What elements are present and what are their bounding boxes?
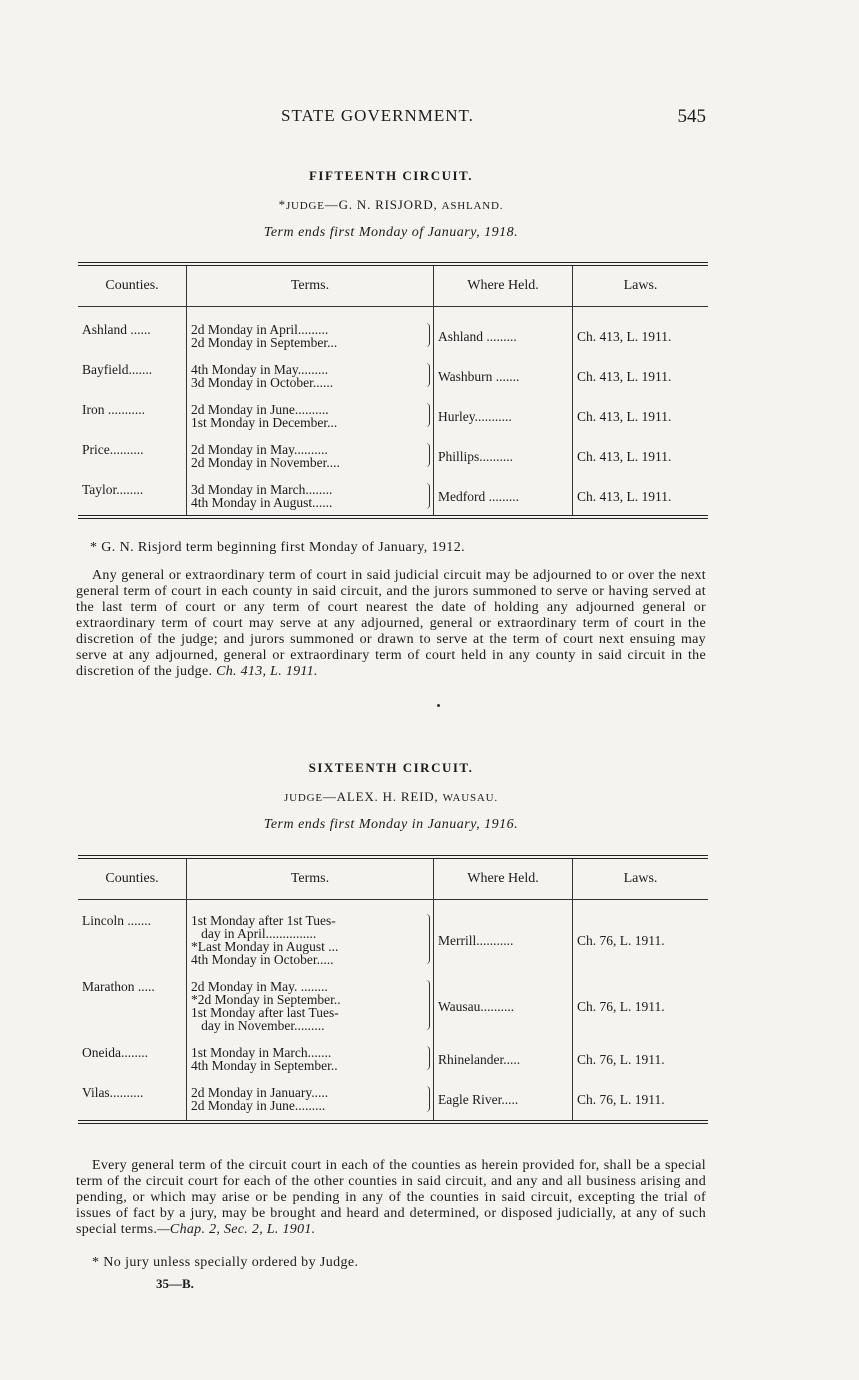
- terms-cell: [187, 391, 434, 431]
- table-bottom-rule: [78, 1120, 708, 1124]
- county-cell: Bayfield.......: [78, 351, 187, 391]
- terms-cell: [187, 431, 434, 471]
- table-row: [78, 471, 708, 515]
- term-line: Term ends first Monday of January, 1918.: [263, 225, 519, 240]
- col-where-held: Where Held.: [434, 266, 573, 307]
- col-terms: Terms.: [187, 859, 434, 900]
- law-cell: Ch. 413, L. 1911.: [577, 328, 672, 344]
- col-laws: Laws.: [573, 859, 709, 900]
- where-cell: Wausau..........: [434, 968, 573, 1034]
- brace-mark: [424, 363, 430, 387]
- terms-cell: [187, 1074, 434, 1120]
- paragraph-citation: Ch. 413, L. 1911.: [216, 664, 318, 679]
- paragraph-citation: —Chap. 2, Sec. 2, L. 1901.: [157, 1222, 316, 1237]
- brace-mark: [424, 1086, 430, 1112]
- table-row: [78, 968, 708, 1034]
- judge-place: WAUSAU.: [442, 792, 498, 804]
- terms-cell: [187, 471, 434, 515]
- law-cell: Ch. 76, L. 1911.: [577, 932, 665, 948]
- circuit16-paragraph: [76, 1158, 706, 1238]
- circuit15-table: [78, 266, 708, 515]
- term-entry: 1st Monday in December...: [191, 415, 338, 430]
- term-line: Term ends first Monday in January, 1916.: [263, 817, 519, 832]
- where-cell: Washburn .......: [434, 351, 573, 391]
- circuit16-table: [78, 859, 708, 1120]
- term-entry: 2d Monday in June..........: [191, 402, 329, 417]
- terms-cell: [187, 351, 434, 391]
- judge-footnote-marker: *: [278, 197, 286, 212]
- col-counties: Counties.: [78, 859, 187, 900]
- term-entry: 2d Monday in May..........: [191, 442, 328, 457]
- col-where-held: Where Held.: [434, 859, 573, 900]
- circuit15-heading: [76, 168, 706, 241]
- brace-mark: [424, 980, 430, 1030]
- judge-line: [76, 789, 706, 805]
- brace-mark: [424, 483, 430, 509]
- where-cell: Eagle River.....: [434, 1074, 573, 1120]
- where-cell: Hurley...........: [434, 391, 573, 431]
- term-entry: 2d Monday in May. ........: [191, 979, 328, 994]
- term-entry: 4th Monday in October.....: [191, 952, 334, 967]
- term-entry: *2d Monday in September..: [191, 992, 341, 1007]
- paragraph-text: Every general term of the circuit court in each of the counties as herein provided for, shall be a special term of the circuit court for each of the other counties in said circuit, and any and all business arising and pending, or which may arise or be pending in any of the counties in said circuit, excepting the trial of issues of fact by a jury, may be brought and heard and determined, or disposed judicially, at any of such special terms.: [76, 1158, 706, 1237]
- term-entry: 2d Monday in April.........: [191, 322, 329, 337]
- law-cell: Ch. 76, L. 1911.: [577, 1091, 665, 1107]
- running-head: [76, 106, 706, 130]
- brace-mark: [424, 443, 430, 467]
- table-row: [78, 900, 708, 969]
- brace-mark: [424, 403, 430, 427]
- term-entry: 4th Monday in August......: [191, 495, 333, 510]
- signature-mark: 35—B.: [156, 1276, 194, 1291]
- where-cell: Phillips..........: [434, 431, 573, 471]
- col-terms: Terms.: [187, 266, 434, 307]
- term-entry: 2d Monday in June.........: [191, 1098, 326, 1113]
- term-entry: day in April...............: [191, 926, 317, 941]
- table-bottom-rule: [78, 515, 708, 519]
- judge-label: JUDGE: [285, 200, 325, 212]
- brace-mark: [424, 914, 430, 964]
- col-laws: Laws.: [573, 266, 709, 307]
- terms-cell: [187, 968, 434, 1034]
- paragraph-text: Any general or extraordinary term of court in said judicial circuit may be adjourned to or over the next general term of court in each county in said circuit, and the jurors summoned to serve or having served at the last term of court or any term of court nearest the date of holding any adjourned general or extraordinary term of court may serve at any adjourned, general or extraordinary term of court in the discretion of the judge; and jurors summoned or drawn to serve at the term of court next ensuing may serve at any adjourned, general or extraordinary term of court held in any county in said circuit in the discretion of the judge.: [76, 568, 706, 679]
- term-entry: 4th Monday in September..: [191, 1058, 338, 1073]
- terms-cell: [187, 900, 434, 969]
- judge-label: JUDGE: [284, 792, 323, 804]
- term-entry: 1st Monday after last Tues-: [191, 1005, 339, 1020]
- table-row: [78, 351, 708, 391]
- table-header-row: [78, 859, 708, 900]
- table-row: [78, 1074, 708, 1120]
- term-entry: 1st Monday in March.......: [191, 1045, 332, 1060]
- term-entry: 2d Monday in January.....: [191, 1085, 329, 1100]
- term-entry: 3d Monday in October......: [191, 375, 334, 390]
- col-counties: Counties.: [78, 266, 187, 307]
- law-cell: Ch. 76, L. 1911.: [577, 1051, 665, 1067]
- circuit16-table-wrap: [78, 855, 708, 1124]
- term-entry: 2d Monday in September...: [191, 335, 338, 350]
- page-number: 545: [677, 106, 706, 127]
- running-title: STATE GOVERNMENT.: [281, 106, 474, 125]
- term-entry: 3d Monday in March........: [191, 482, 333, 497]
- table-row: [78, 431, 708, 471]
- judge-name: —ALEX. H. REID,: [322, 789, 439, 804]
- judge-line: [76, 197, 706, 213]
- where-cell: Merrill...........: [434, 900, 573, 969]
- law-cell: Ch. 76, L. 1911.: [577, 998, 665, 1014]
- terms-cell: [187, 1034, 434, 1074]
- law-cell: Ch. 413, L. 1911.: [577, 448, 672, 464]
- table-row: [78, 1034, 708, 1074]
- county-cell: Lincoln .......: [78, 900, 187, 969]
- term-entry: day in November.........: [191, 1018, 325, 1033]
- county-cell: Iron ...........: [78, 391, 187, 431]
- judge-name: —G. N. RISJORD,: [324, 197, 438, 212]
- brace-mark: [424, 1046, 430, 1070]
- circuit16-heading: [76, 760, 706, 833]
- table-header-row: [78, 266, 708, 307]
- county-cell: Price..........: [78, 431, 187, 471]
- circuit-title: SIXTEENTH CIRCUIT.: [308, 760, 474, 775]
- term-entry: *Last Monday in August ...: [191, 939, 339, 954]
- county-cell: Ashland ......: [78, 307, 187, 352]
- table-row: [78, 391, 708, 431]
- law-cell: Ch. 413, L. 1911.: [577, 408, 672, 424]
- term-entry: 4th Monday in May.........: [191, 362, 329, 377]
- law-cell: Ch. 413, L. 1911.: [577, 488, 672, 504]
- circuit15-paragraph: [76, 568, 706, 680]
- county-cell: Marathon .....: [78, 968, 187, 1034]
- table-row: [78, 307, 708, 352]
- stray-dot: [437, 704, 440, 707]
- term-entry: 1st Monday after 1st Tues-: [191, 913, 336, 928]
- law-cell: Ch. 413, L. 1911.: [577, 368, 672, 384]
- where-cell: Medford .........: [434, 471, 573, 515]
- county-cell: Oneida........: [78, 1034, 187, 1074]
- county-cell: Taylor........: [78, 471, 187, 515]
- terms-cell: [187, 307, 434, 352]
- judge-place: ASHLAND.: [441, 200, 504, 212]
- county-cell: Vilas..........: [78, 1074, 187, 1120]
- where-cell: Ashland .........: [434, 307, 573, 352]
- brace-mark: [424, 323, 430, 347]
- circuit15-footnote: * G. N. Risjord term beginning first Monday of January, 1912.: [90, 540, 466, 555]
- circuit-title: FIFTEENTH CIRCUIT.: [308, 168, 473, 183]
- circuit16-footnote: * No jury unless specially ordered by Judge.: [92, 1255, 359, 1270]
- where-cell: Rhinelander.....: [434, 1034, 573, 1074]
- circuit15-table-wrap: [78, 262, 708, 519]
- term-entry: 2d Monday in November....: [191, 455, 340, 470]
